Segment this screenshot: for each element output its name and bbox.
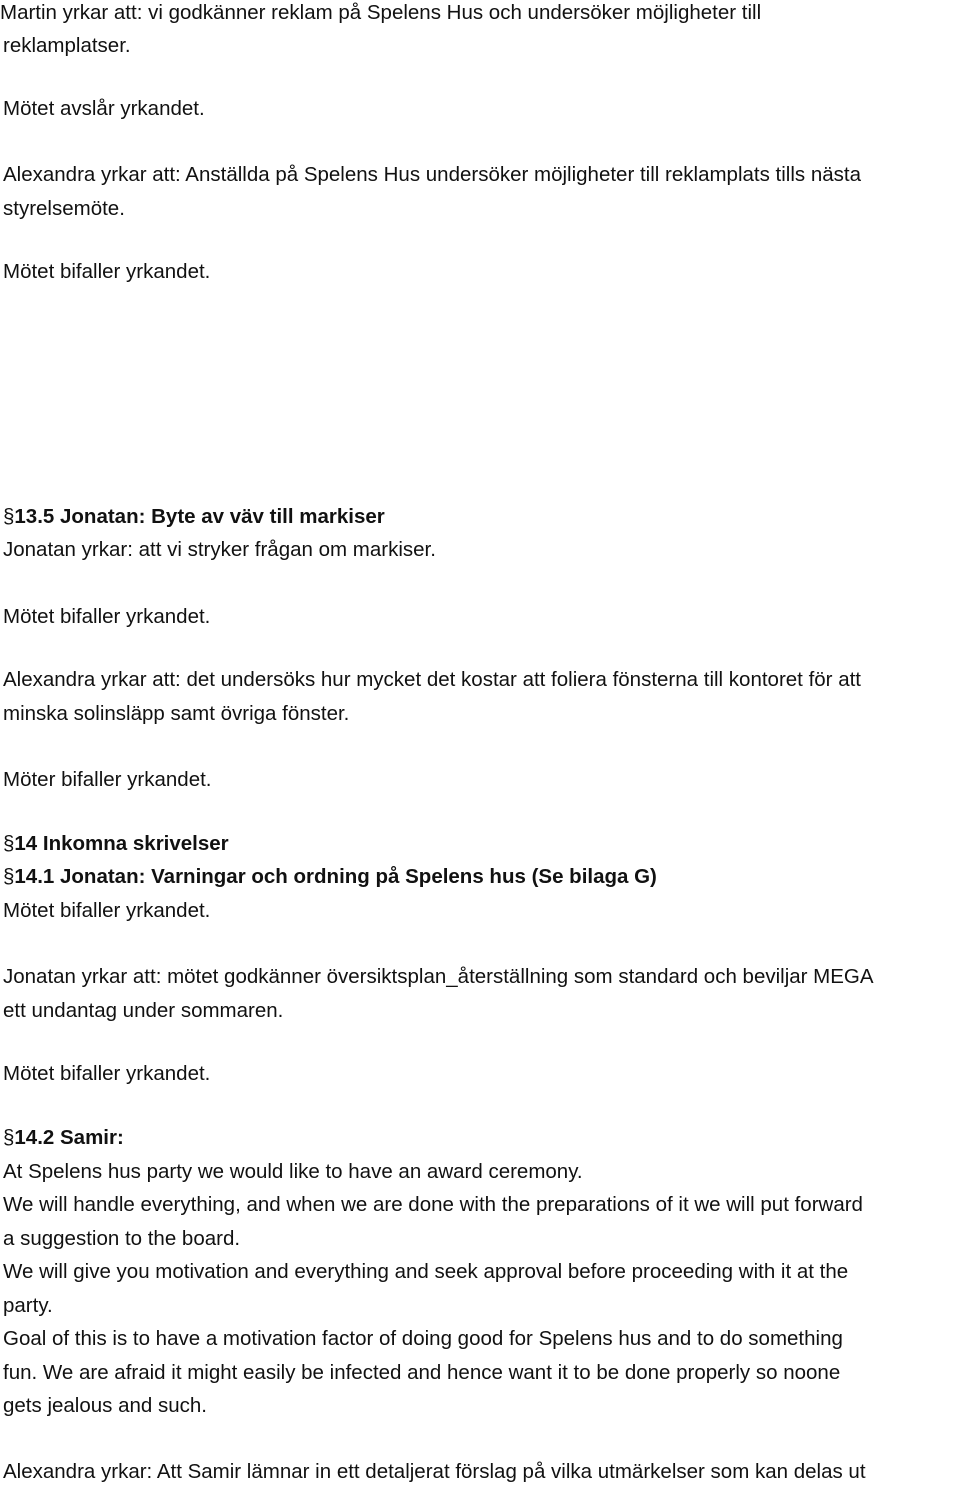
- section-heading-13-5: [3, 500, 385, 534]
- decision-rejected: Mötet avslår yrkandet.: [3, 97, 205, 120]
- samir-line-6: Goal of this is to have a motivation factor of doing good for Spelens hus and to do something: [3, 1327, 843, 1350]
- samir-line-8: gets jealous and such.: [3, 1394, 207, 1417]
- section-mark: §: [3, 832, 15, 855]
- proposal-alexandra-award: Alexandra yrkar: Att Samir lämnar in ett detaljerat förslag på vilka utmärkelser som kan delas ut: [3, 1460, 866, 1483]
- section-heading-text: 14.1 Jonatan: Varningar och ordning på Spelens hus (Se bilaga G): [14, 865, 657, 888]
- proposal-alexandra-folie-line-2: minska solinsläpp samt övriga fönster.: [3, 702, 350, 725]
- proposal-martin-line-1: Martin yrkar att: vi godkänner reklam på Spelens Hus och undersöker möjligheter till: [0, 1, 762, 24]
- section-mark: §: [3, 1126, 15, 1149]
- samir-line-5: party.: [3, 1294, 53, 1317]
- samir-line-2: We will handle everything, and when we are done with the preparations of it we will put forward: [3, 1193, 863, 1216]
- samir-line-3: a suggestion to the board.: [3, 1227, 241, 1250]
- decision-approved: Mötet bifaller yrkandet.: [3, 260, 211, 283]
- section-heading-14-1: [3, 860, 657, 894]
- proposal-alexandra-line-1: Alexandra yrkar att: Anställda på Spelens Hus undersöker möjligheter till reklamplats tills nästa: [3, 163, 861, 186]
- samir-line-1: At Spelens hus party we would like to have an award ceremony.: [3, 1160, 583, 1183]
- section-heading-text: 13.5 Jonatan: Byte av väv till markiser: [14, 505, 385, 528]
- section-mark: §: [3, 505, 15, 528]
- proposal-jonatan-mega-line-2: ett undantag under sommaren.: [3, 999, 284, 1022]
- section-heading-text: 14 Inkomna skrivelser: [14, 832, 229, 855]
- decision-approved: Mötet bifaller yrkandet.: [3, 899, 211, 922]
- decision-approved: Mötet bifaller yrkandet.: [3, 605, 211, 628]
- decision-approved: Möter bifaller yrkandet.: [3, 768, 212, 791]
- proposal-martin-line-2: reklamplatser.: [3, 34, 131, 57]
- samir-line-7: fun. We are afraid it might easily be infected and hence want it to be done properly so noone: [3, 1361, 841, 1384]
- section-heading-text: 14.2 Samir:: [14, 1126, 124, 1149]
- section-heading-14: [3, 827, 229, 861]
- proposal-jonatan-mega-line-1: Jonatan yrkar att: mötet godkänner översiktsplan_återställning som standard och beviljar MEGA: [3, 965, 874, 988]
- samir-line-4: We will give you motivation and everything and seek approval before proceeding with it at the: [3, 1260, 849, 1283]
- proposal-alexandra-line-2: styrelsemöte.: [3, 197, 125, 220]
- section-heading-14-2: [3, 1121, 124, 1155]
- proposal-jonatan-markiser: Jonatan yrkar: att vi stryker frågan om markiser.: [3, 538, 436, 561]
- section-mark: §: [3, 865, 15, 888]
- decision-approved: Mötet bifaller yrkandet.: [3, 1062, 211, 1085]
- proposal-alexandra-folie-line-1: Alexandra yrkar att: det undersöks hur mycket det kostar att foliera fönsterna till kontoret för att: [3, 668, 861, 691]
